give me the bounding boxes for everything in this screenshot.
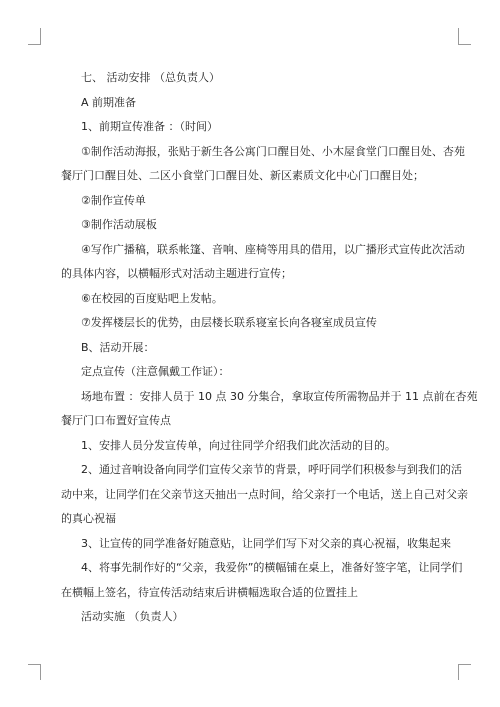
venue-line-1: 场地布置 ：安排人员于 10 点 30 分集合，拿取宣传所需物品并于 11 点前在杏苑	[81, 389, 478, 403]
subsection-b-heading: B、活动开展：	[81, 340, 155, 354]
step-1: 1、安排人员分发宣传单，向过往同学介绍我们此次活动的目的。	[81, 438, 396, 452]
item-1-heading: 1、前期宣传准备 ：（时间）	[81, 120, 218, 133]
step-2-line-3: 的真心祝福	[61, 512, 116, 525]
implementation-heading: 活动实施 （负责人）	[81, 610, 184, 623]
item-1-6: ⑥在校园的百度贴吧上发帖。	[81, 291, 223, 305]
subsection-a-heading: A 前期准备	[81, 95, 137, 109]
fixed-point-heading: 定点宣传（注意佩戴工作证）：	[81, 365, 230, 378]
document-body	[61, 66, 478, 630]
item-1-3: ③制作活动展板	[81, 218, 157, 231]
step-4-line-1: 4、将事先制作好的“父亲，我爱你”的横幅铺在桌上，准备好签字笔，让同学们	[81, 561, 463, 574]
step-2-line-1: 2、通过音响设备向同学们宣传父亲节的背景，呼吁同学们积极参与到我们的活	[81, 463, 462, 476]
item-1-4-line-2: 的具体内容，以横幅形式对活动主题进行宣传；	[61, 267, 292, 280]
item-1-4-line-1: ④写作广播稿，联系帐篷、音响、座椅等用具的借用，以广播形式宣传此次活动	[81, 242, 465, 256]
item-1-1-line-1: ①制作活动海报，张贴于新生各公寓门口醒目处、小木屋食堂门口醒目处、杏苑	[81, 144, 465, 158]
step-3: 3、让宣传的同学准备好随意贴，让同学们写下对父亲的真心祝福，收集起来	[81, 536, 451, 550]
venue-line-2: 餐厅门口布置好宣传点	[61, 414, 171, 427]
item-1-7: ⑦发挥楼层长的优势，由层楼长联系寝室长向各寝室成员宣传	[81, 316, 377, 329]
step-2-line-2: 动中来，让同学们在父亲节这天抽出一点时间，给父亲打一个电话，送上自己对父亲	[61, 487, 468, 501]
step-4-line-2: 在横幅上签名，待宣传活动结束后讲横幅选取合适的位置挂上	[61, 585, 358, 599]
section-title: 七、 活动安排 （总负责人）	[81, 71, 220, 84]
item-1-2: ②制作宣传单	[81, 193, 146, 207]
item-1-1-line-2: 餐厅门口醒目处、二区小食堂门口醒目处、新区素质文化中心门口醒目处；	[61, 169, 424, 182]
